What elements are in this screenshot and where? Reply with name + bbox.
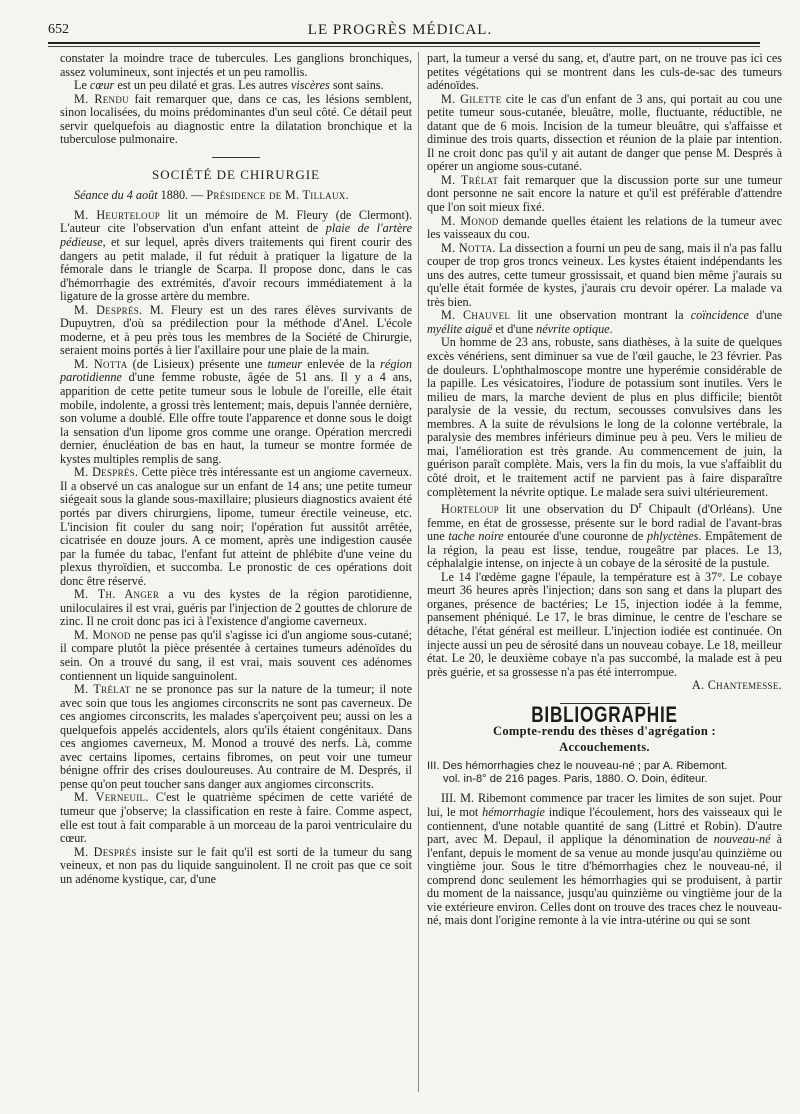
paragraph: M. Gilette cite le cas d'un enfant de 3 ans, qui portait au cou une petite tumeur sous-cutanée, bleuâtre, molle, fluctuante, réductible, ne datant que de 6 mois. Incision de la tumeur bleuâtre, qui s'affaisse et diminue des trois quarts, dissection et réunion de la plaie par intention. Il ne croit donc pas qu'il y ait autant de danger que pense M. Després à opérer un angiome sous-cutané. — [427, 91, 782, 174]
paragraph: M. Després insiste sur le fait qu'il est sorti de la tumeur du sang veineux, et non pas du liquide sanguinolent. Il ne croit pas que ce soit un adénome kystique, car, d'une — [60, 844, 412, 886]
paragraph: Le cœur est un peu dilaté et gras. Les autres viscères sont sains. — [74, 78, 384, 93]
book-reference: III. Des hémorrhagies chez le nouveau-né ; par A. Ribemont. vol. in-8° de 216 pages. Paris, 1880. O. Doin, éditeur. — [427, 760, 728, 786]
speaker-name: M. Després. — [74, 302, 143, 317]
paragraph: M. Verneuil. C'est le quatrième spécimen de cette variété de tumeur que j'observe; la classification en reste à faire. Comme aspect, elle est tout à fait comparable à un morceau de la paroi ventriculaire du cœur. — [60, 790, 412, 846]
speaker-name: III. M. Ribemont — [441, 791, 527, 806]
column-divider — [418, 52, 419, 1092]
header-rule — [48, 42, 760, 44]
paragraph: M. Notta (de Lisieux) présente une tumeur enlevée de la région parotidienne d'une femme robuste, âgée de 51 ans. Il y a 4 ans, apparition de cette petite tumeur sous le lobule de l'oreille, elle était mobile, indolente, a grossi très lentement; mais, depuis l'année dernière, son volume a doublé. Elle offre toute l'apparence et donne sous le doigt la sensation d'un lipome gros comme une orange. Opération mercredi dernier, énucléation de bas en haut, la tumeur se montre formée de kystes multiples remplis de sang. — [60, 356, 412, 466]
section-heading — [60, 157, 412, 182]
speaker-name: M. Notta. — [441, 240, 496, 255]
paragraph: M. Després. Cette pièce très intéressante est un angiome caverneux. Il a observé un cas analogue sur un enfant de 14 ans; une petite tumeur siégeait sous la glande sous-maxillaire; plusieurs diagnostics avaient été portés par divers chirurgiens, lipome, tumeur érectile veineuse, etc. L'incision fit couler du sang noir; l'opération fut aussitôt arrêtée, cicatrisée en douze jours. A ce moment, après une indigestion causée par la fumée du tabac, l'enfant fut atteint de phlébite d'une veine du plexus thyroïdien, et succomba. Le pronostic de ces opérations doit donc être réservé. — [60, 465, 412, 588]
speaker-name: M. Verneuil. — [74, 790, 149, 805]
speaker-name: M. Chauvel — [441, 308, 511, 323]
speaker-name: M. Trélat — [74, 682, 131, 697]
paragraph: Un homme de 23 ans, robuste, sans diathèses, à la suite de quelques excès vénériens, sent diminuer sa vue de l'œil gauche, le 23 février. Pas de douleurs. L'ophthalmoscope montre une hyperémie considérable de la papille. Les vésicatoires, l'iodure de potassium sont inutiles. Vers le milieu de mars, la marche devient de plus en plus difficile; bientôt paralysie de la vessie, du rectum, secousses convulsives dans les membres. A la suite de révulsions le long de la colonne vertébrale, la paralysie des membres inférieurs diminue peu à peu. Vers le milieu de mai, l'amélioration est très grande. Au commencement de juin, la guérison paraît complète. Mais, vers la fin du mois, la vue s'affaiblit du côté droit, et le traitement actif ne parvient pas à faire disparaître complètement la névrite optique. Le malade sera suivi ultérieurement. — [427, 335, 782, 499]
header-rule-thin — [48, 46, 760, 47]
paragraph: part, la tumeur a versé du sang, et, d'autre part, on ne trouve pas ici ces petites végétations qui se montrent dans les culs-de-sac des tumeurs adénoïdes. — [427, 51, 782, 93]
paragraph: M. Heurteloup lit un mémoire de M. Fleury (de Clermont). L'auteur cite l'observation d'un enfant atteint de plaie de l'artère pédieuse, et sur lequel, après divers traitements qui firent courir des dangers au petit malade, il fut réduit à pratiquer la ligature de la fémorale dans le triangle de Scarpa. Il propose donc, dans le cas d'hémorrhagie des extrémités, d'avoir recours immédiatement à la ligature de la grosse artère du membre. — [60, 207, 412, 304]
bibliography-subtitle: Compte-rendu des thèses d'agrégation : — [493, 724, 716, 739]
right-column — [427, 52, 782, 928]
speaker-name: M. Monod — [74, 627, 131, 642]
speaker-name: M. Rendu — [74, 91, 129, 106]
paragraph: M. Notta. La dissection a fourni un peu de sang, mais il n'a pas fallu couper de trop gros troncs veineux. Les kystes étaient indépendants les uns des autres, cette tumeur grossissait, et quand bien même j'aurais su qu'elle était formée de kystes, j'aurais cru devoir opérer. La malade va très bien. — [427, 240, 782, 309]
speaker-name: M. Després. — [74, 465, 139, 480]
paragraph: M. Monod ne pense pas qu'il s'agisse ici d'un angiome sous-cutané; il compare plutôt la pièce présentée à certaines tumeurs adénoïdes du sein. On a trouvé du sang, il est vrai, mais souvent ces adénomes contiennent un liquide sanguinolent. — [60, 627, 412, 683]
paragraph: Le 14 l'œdème gagne l'épaule, la température est à 37°. Le cobaye meurt 36 heures après l'injection; dans son sang et dans la plupart des organes, présence de bactéries; Le 15, injection iodée à la femme, pansement phéniqué. Le 17, le bras diminue, le centre de l'eschare se détache, l'état général est meilleur. L'injection iodiée est continuée. On injecte aussi un peu de sérosité dans un nouveau cobaye. Le 18, meilleur état. Le 20, le deuxième cobaye n'a pas succombé, la malade est à peu près guérie, et sa grossesse n'a pas été interrompue. A. Chantemesse. — [427, 569, 782, 693]
paragraph: M. Trélat fait remarquer que la discussion porte sur une tumeur dont personne ne sait encore la nature et qu'il est préférable d'attendre que l'on soit mieux fixé. — [427, 172, 782, 215]
session-line: Séance du 4 août 1880. — Présidence de M. Tillaux. — [74, 188, 349, 203]
speaker-name: M. Trélat — [441, 172, 499, 187]
speaker-name: Horteloup — [441, 502, 499, 517]
bibliography-title: BIBLIOGRAPHIE — [531, 701, 678, 727]
paragraph: M. Després. M. Fleury est un des rares élèves survivants de Dupuytren, d'où sa prédilection pour la méthode d'Anel. L'école moderne, et à peu près tous les membres de la Société de Chirurgie, seraient moins portés à lier l'axillaire pour une plaie de la main. — [60, 302, 412, 358]
paragraph: M. Trélat ne se prononce pas sur la nature de la tumeur; il note avec soin que tous les angiomes circonscrits ne sont pas caverneux. De ces angiomes circonscrits, les malades s'aperçoivent peu; aussi on les a quelquefois appelés accidentels, alors qu'ils étaient congénitaux. Dans ces angiomes caverneux, M. Monod a trouvé des nerfs. Là, comme avec certains lipomes, certains fibromes, on peut voir une tumeur bénigne offrir des crises douloureuses. Au contraire de M. Després, il pense qu'on peut toucher sans danger aux angiomes circonscrits. — [60, 682, 412, 791]
paragraph: constater la moindre trace de tubercules. Les ganglions bronchiques, assez volumineux, sont injectés et un peu ramollis. — [60, 51, 412, 79]
speaker-name: M. Monod — [441, 213, 499, 228]
paragraph: III. M. Ribemont commence par tracer les limites de son sujet. Pour lui, le mot hémorrhagie indique l'écoulement, hors des vaisseaux qui le contiennent, d'une notable quantité de sang (Littré et Robin). D'autre part, avec M. Depaul, il applique la dénomination de nouveau-né à l'enfant, depuis le moment de sa venue au monde jusqu'au quinzième ou vingtième jour. Sous le titre d'hémorrhagies chez le nouveau-né, il comprend donc seulement les hémorrhagies qui se produisent, à partir du moment de la naissance, jusqu'au quinzième ou vingtième jour de la vie extérieure environ. Celles dont on trouve des traces chez le nouveau-né, mais dont l'origine remonte à la vie intra-utérine ou qui se sont — [427, 791, 782, 928]
speaker-name: M. Després — [74, 844, 137, 859]
bibliography-subtitle-2: Accouchements. — [559, 739, 650, 754]
speaker-name: M. Notta — [74, 356, 128, 371]
journal-title: LE PROGRÈS MÉDICAL. — [307, 22, 493, 38]
page-header — [48, 20, 752, 42]
author-signature: A. Chantemesse. — [691, 678, 782, 693]
separator-rule — [212, 157, 260, 158]
paragraph: M. Monod demande quelles étaient les relations de la tumeur avec les vaisseaux du cou. — [427, 213, 782, 242]
paragraph: M. Chauvel lit une observation montrant la coïncidence d'une myélite aiguë et d'une névrite optique. — [427, 308, 782, 336]
speaker-name: M. Th. Anger — [74, 587, 160, 602]
society-title: SOCIÉTÉ DE CHIRURGIE — [151, 166, 321, 182]
speaker-name: M. Heurteloup — [74, 207, 161, 222]
paragraph: Horteloup lit une observation du $D^r$ Chipault (d'Orléans). Une femme, en état de grossesse, présente sur le bord radial de l'avant-bras une tache noire entourée d'une couronne de phlyctènes. Empâtement de la région, la peau est lisse, tendue, rougeâtre par places. Le 13, céphalalgie intense, on injecte à un cobaye de la sérosité de la pustule. — [427, 500, 783, 571]
left-column — [60, 52, 412, 886]
paragraph: M. Th. Anger a vu des kystes de la région parotidienne, uniloculaires il est vrai, guéris par l'injection de 2 gouttes de chlorure de zinc. Il ne croit donc pas ici à l'existence d'angiome caverneux. — [60, 587, 412, 629]
speaker-name: M. Gilette — [441, 91, 502, 106]
paragraph: M. Rendu fait remarquer que, dans ce cas, les lésions semblent, sinon localisées, du moins prédominantes d'un seul côté. Ce détail peut servir quelquefois au diagnostic entre la dilatation bronchique et la tuberculose pulmonaire. — [60, 91, 412, 147]
page-number: 652 — [48, 22, 69, 37]
